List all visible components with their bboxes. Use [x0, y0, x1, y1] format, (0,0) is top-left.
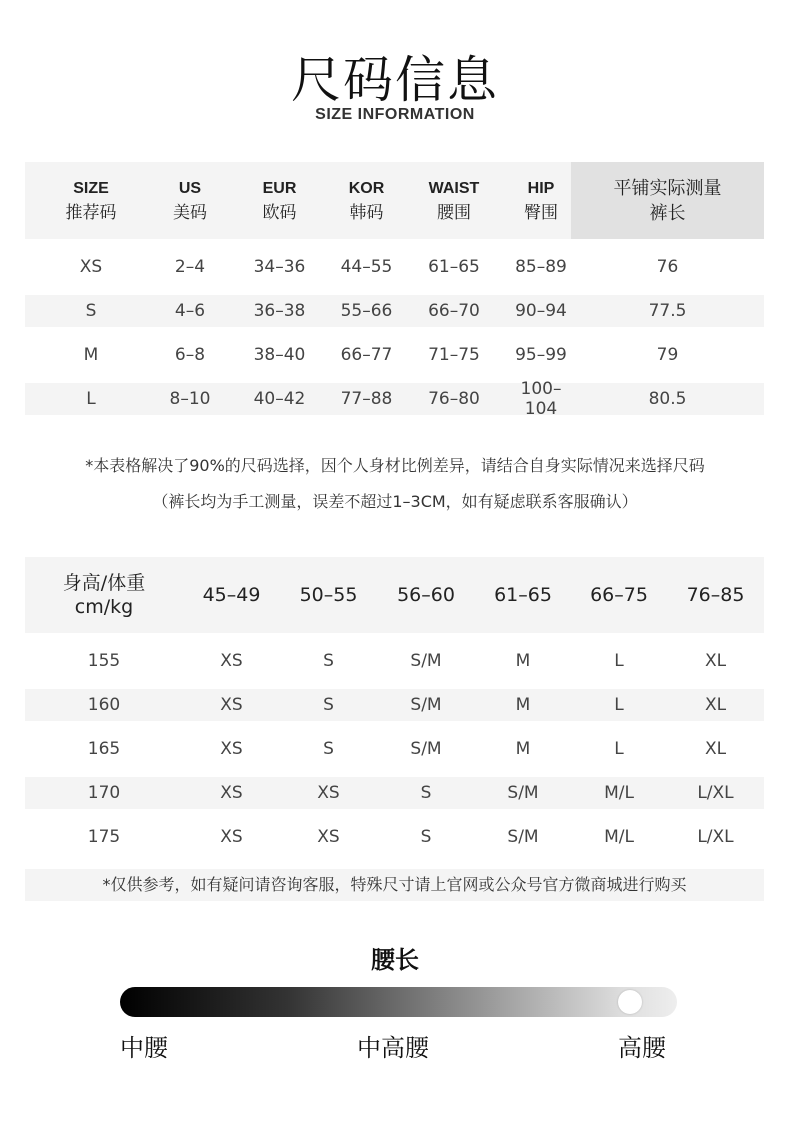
cell-fit: M — [515, 651, 531, 671]
header-us-en: US — [178, 179, 202, 197]
header-height-weight-label: 身高/体重 — [62, 572, 146, 594]
waist-label-high: 高腰 — [618, 1034, 666, 1062]
cell-us: 4–6 — [174, 301, 206, 321]
cell-fit: XS — [220, 739, 243, 759]
page-subtitle: SIZE INFORMATION — [315, 106, 475, 123]
cell-height: 160 — [87, 695, 121, 715]
fit-footnote: *仅供参考，如有疑问请咨询客服，特殊尺寸请上官网或公众号官方微商城进行购买 — [25, 869, 764, 901]
cell-fit: S — [420, 827, 432, 847]
cell-fit: XL — [704, 739, 727, 759]
header-weight-range: 56–60 — [397, 584, 455, 606]
cell-fit: S/M — [507, 783, 539, 803]
fit-table-header — [25, 557, 764, 633]
cell-us: 2–4 — [174, 257, 206, 277]
fit-table — [25, 557, 764, 853]
size-table-header — [25, 162, 764, 239]
header-weight-range: 45–49 — [202, 584, 261, 606]
table-row — [25, 295, 764, 327]
cell-size: S — [85, 301, 97, 321]
cell-length: 80.5 — [648, 389, 687, 409]
cell-fit: S — [323, 739, 334, 759]
table-row — [25, 689, 764, 721]
cell-length: 76 — [656, 257, 679, 277]
cell-fit: L — [614, 651, 624, 671]
cell-fit: S/M — [410, 651, 442, 671]
cell-fit: XL — [704, 651, 727, 671]
header-weight-range: 61–65 — [494, 584, 552, 606]
cell-kor: 77–88 — [340, 389, 393, 409]
cell-fit: XS — [220, 695, 243, 715]
header-eur-en: EUR — [262, 179, 297, 197]
waist-rise-gradient-bar — [120, 987, 677, 1017]
page-title: 尺码信息 — [291, 51, 499, 109]
cell-hip: 95–99 — [515, 345, 567, 365]
header-us — [157, 162, 223, 239]
cell-hip: 100–104 — [520, 379, 562, 419]
cell-fit: L/XL — [697, 827, 734, 847]
header-kor — [336, 162, 397, 239]
measurement-note: （裤长均为手工测量，误差不超过1–3CM，如有疑虑联系客服确认） — [152, 492, 638, 511]
cell-waist: 66–70 — [428, 301, 480, 321]
cell-waist: 61–65 — [428, 257, 480, 277]
cell-hip: 85–89 — [515, 257, 567, 277]
header-eur — [223, 162, 336, 239]
cell-fit: S/M — [410, 695, 442, 715]
cell-fit: M/L — [604, 827, 634, 847]
cell-fit: XS — [220, 827, 243, 847]
cell-kor: 66–77 — [340, 345, 393, 365]
header-height-weight — [25, 571, 183, 619]
cell-size: L — [86, 389, 96, 409]
cell-size: XS — [79, 257, 103, 277]
header-hip — [511, 162, 571, 239]
cell-fit: M — [515, 739, 531, 759]
cell-fit: L — [614, 739, 624, 759]
header-eur-cn: 欧码 — [262, 202, 297, 223]
header-weight-range: 66–75 — [590, 584, 648, 606]
cell-eur: 34–36 — [253, 257, 306, 277]
cell-fit: XL — [704, 695, 727, 715]
cell-fit: S/M — [410, 739, 442, 759]
cell-eur: 36–38 — [253, 301, 306, 321]
header-weight-range: 76–85 — [686, 584, 745, 606]
header-us-cn: 美码 — [173, 202, 207, 223]
cell-fit: L — [614, 695, 624, 715]
cell-fit: XS — [317, 783, 340, 803]
cell-fit: S — [323, 695, 334, 715]
header-size-en: SIZE — [73, 179, 109, 197]
header-hip-en: HIP — [527, 179, 555, 197]
cell-fit: S — [323, 651, 334, 671]
table-row — [25, 821, 764, 853]
header-length-measure: 平铺实际测量 — [613, 177, 722, 199]
waist-label-mid: 中腰 — [120, 1034, 168, 1062]
cell-height: 170 — [87, 783, 121, 803]
cell-waist: 71–75 — [428, 345, 480, 365]
header-waist — [397, 162, 511, 239]
header-size — [25, 162, 157, 239]
header-size-cn: 推荐码 — [65, 202, 117, 223]
table-row — [25, 379, 764, 419]
table-row — [25, 733, 764, 765]
header-hip-cn: 臀围 — [524, 202, 558, 223]
header-kor-cn: 韩码 — [349, 202, 384, 223]
cell-length: 77.5 — [648, 301, 687, 321]
table-row — [25, 777, 764, 809]
cell-waist: 76–80 — [428, 389, 480, 409]
size-table — [25, 162, 764, 419]
size-note: *本表格解决了90%的尺码选择，因个人身材比例差异，请结合自身实际情况来选择尺码 — [85, 456, 705, 475]
cell-kor: 44–55 — [340, 257, 393, 277]
cell-kor: 55–66 — [340, 301, 393, 321]
cell-length: 79 — [656, 345, 679, 365]
cell-fit: S/M — [507, 827, 539, 847]
cell-height: 175 — [87, 827, 121, 847]
cell-height: 165 — [87, 739, 121, 759]
waist-rise-indicator — [618, 990, 642, 1014]
header-waist-en: WAIST — [428, 179, 480, 197]
waist-label-mid-high: 中高腰 — [357, 1034, 429, 1062]
cell-us: 8–10 — [169, 389, 211, 409]
table-row — [25, 251, 764, 283]
cell-hip: 90–94 — [515, 301, 567, 321]
header-length-cn: 裤长 — [649, 202, 686, 224]
cell-fit: XS — [220, 651, 243, 671]
header-kor-en: KOR — [348, 179, 385, 197]
cell-fit: XS — [317, 827, 340, 847]
header-unit-label: cm/kg — [74, 596, 134, 618]
waist-rise-title: 腰长 — [371, 946, 419, 974]
header-weight-range: 50–55 — [299, 584, 358, 606]
cell-height: 155 — [87, 651, 121, 671]
table-row — [25, 645, 764, 677]
cell-eur: 40–42 — [253, 389, 306, 409]
header-length — [571, 162, 764, 239]
table-row — [25, 339, 764, 371]
cell-fit: S — [420, 783, 432, 803]
cell-eur: 38–40 — [253, 345, 306, 365]
cell-us: 6–8 — [174, 345, 206, 365]
cell-fit: M — [515, 695, 531, 715]
cell-size: M — [83, 345, 99, 365]
header-waist-cn: 腰围 — [437, 202, 471, 223]
cell-fit: XS — [220, 783, 243, 803]
cell-fit: M/L — [604, 783, 634, 803]
cell-fit: L/XL — [697, 783, 734, 803]
